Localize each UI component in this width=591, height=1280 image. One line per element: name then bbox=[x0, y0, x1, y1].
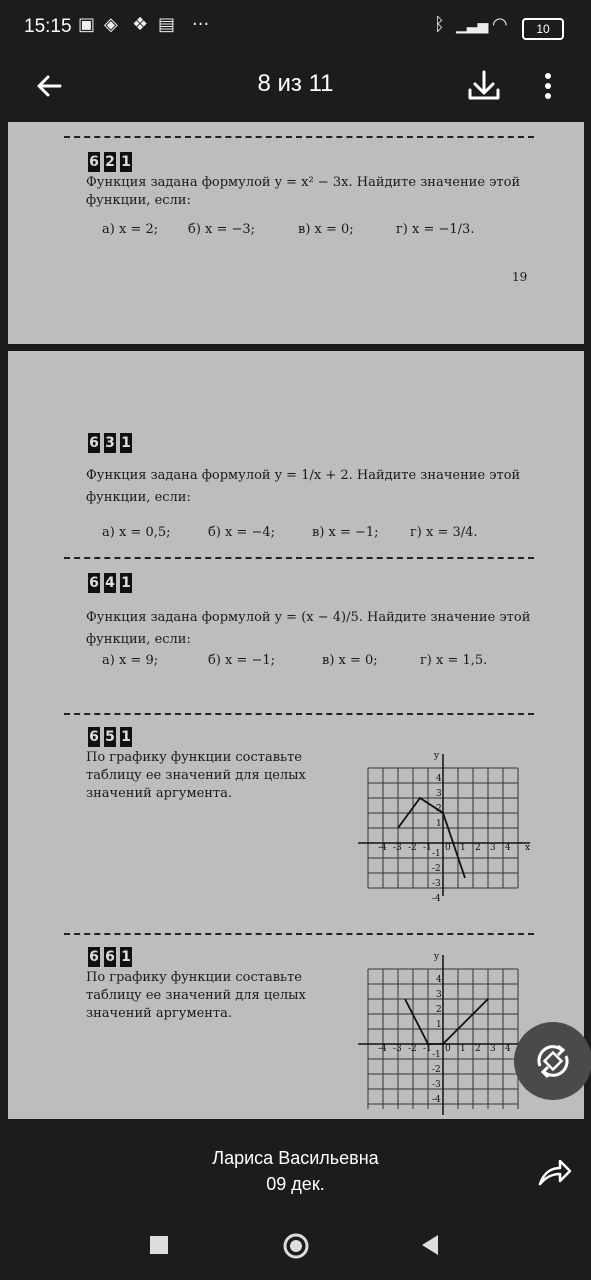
task-number: 6 6 1 bbox=[89, 949, 131, 965]
y-tick-label: 1 bbox=[436, 1020, 442, 1030]
dropbox-icon: ❖ bbox=[132, 14, 149, 35]
battery-icon: 10 bbox=[522, 18, 564, 40]
y-tick-label: -4 bbox=[432, 1095, 441, 1105]
app-bar bbox=[0, 56, 591, 120]
task-text: По графику функции составьте таблицу ее значений для целых значений аргумента. bbox=[86, 970, 306, 1021]
document-page-20 bbox=[8, 351, 584, 1119]
signal-icon: ▁▃▅ bbox=[456, 18, 489, 34]
nfc-icon: ▣ bbox=[78, 14, 96, 35]
author-name: Лариса Васильевна bbox=[212, 1148, 379, 1168]
task-number: 6 3 1 bbox=[89, 435, 131, 451]
x-tick-label: 0 bbox=[445, 843, 451, 853]
x-tick-label: 4 bbox=[505, 843, 511, 853]
function-graph-661 bbox=[348, 949, 538, 1119]
x-tick-label: 3 bbox=[490, 1044, 496, 1054]
download-icon[interactable] bbox=[462, 64, 506, 108]
x-tick-label: -2 bbox=[408, 1044, 417, 1054]
x-tick-label: 1 bbox=[460, 1044, 466, 1054]
x-tick-label: -3 bbox=[393, 1044, 402, 1054]
y-tick-label: -3 bbox=[432, 1080, 441, 1090]
share-icon[interactable] bbox=[534, 1152, 574, 1192]
dashed-divider bbox=[64, 933, 534, 935]
x-tick-label: 3 bbox=[490, 843, 496, 853]
task-number: 6 4 1 bbox=[89, 575, 131, 591]
rotate-icon bbox=[514, 1022, 591, 1100]
task-options: а) x = 0,5; б) x = −4; в) x = −1; г) x = 3/4. bbox=[102, 525, 478, 540]
y-tick-label: 1 bbox=[436, 819, 442, 829]
back-button[interactable] bbox=[418, 1232, 442, 1258]
x-tick-label: -1 bbox=[423, 843, 432, 853]
x-tick-label: -1 bbox=[423, 1044, 432, 1054]
message-info bbox=[0, 1120, 591, 1210]
system-navigation-bar bbox=[0, 1210, 591, 1280]
x-tick-label: 0 bbox=[445, 1044, 451, 1054]
status-bar bbox=[0, 0, 591, 56]
dashed-divider bbox=[64, 136, 534, 138]
page-indicator: 8 из 11 bbox=[257, 70, 334, 97]
page-number: 19 bbox=[512, 270, 528, 284]
y-axis-label: y bbox=[434, 751, 440, 761]
recent-apps-button[interactable] bbox=[148, 1234, 170, 1256]
y-tick-label: 4 bbox=[436, 975, 442, 985]
x-tick-label: -4 bbox=[378, 1044, 387, 1054]
more-options-icon[interactable] bbox=[535, 66, 561, 106]
app-icon: ▤ bbox=[158, 14, 176, 35]
status-time: 15:15 bbox=[24, 16, 72, 37]
task-number: 6 2 1 bbox=[89, 154, 131, 170]
x-tick-label: -2 bbox=[408, 843, 417, 853]
x-tick-label: -4 bbox=[378, 843, 387, 853]
task-text: Функция задана формулой y = 1/x + 2. Найдите значение этой функции, если: bbox=[86, 468, 521, 505]
y-tick-label: -4 bbox=[432, 894, 441, 904]
x-axis-label: x bbox=[525, 843, 531, 853]
task-options: а) x = 2; б) x = −3; в) x = 0; г) x = −1/3. bbox=[102, 222, 475, 237]
dashed-divider bbox=[64, 713, 534, 715]
bluetooth-icon: ᛒ bbox=[434, 14, 445, 35]
y-tick-label: 2 bbox=[436, 1005, 442, 1015]
y-tick-label: -1 bbox=[432, 849, 441, 859]
task-options: а) x = 9; б) x = −1; в) x = 0; г) x = 1,5. bbox=[102, 653, 488, 668]
task-text: По графику функции составьте таблицу ее значений для целых значений аргумента. bbox=[86, 750, 306, 801]
y-tick-label: 2 bbox=[436, 804, 442, 814]
task-text: Функция задана формулой y = x² − 3x. Найдите значение этой функции, если: bbox=[86, 175, 521, 208]
y-tick-label: -2 bbox=[432, 864, 441, 874]
x-tick-label: 2 bbox=[475, 1044, 481, 1054]
y-tick-label: -3 bbox=[432, 879, 441, 889]
x-tick-label: -3 bbox=[393, 843, 402, 853]
dashed-divider bbox=[64, 557, 534, 559]
y-tick-label: 4 bbox=[436, 774, 442, 784]
message-date: 09 дек. bbox=[266, 1174, 325, 1194]
notification-icon: ◈ bbox=[104, 14, 118, 35]
x-tick-label: 2 bbox=[475, 843, 481, 853]
rotate-screen-button[interactable] bbox=[514, 1022, 591, 1100]
x-tick-label: 1 bbox=[460, 843, 466, 853]
y-axis-label: y bbox=[434, 952, 440, 962]
y-tick-label: -2 bbox=[432, 1065, 441, 1075]
more-notifications-icon: ··· bbox=[192, 14, 210, 35]
y-tick-label: 3 bbox=[436, 789, 442, 799]
x-tick-label: 4 bbox=[505, 1044, 511, 1054]
y-tick-label: 3 bbox=[436, 990, 442, 1000]
function-graph-651 bbox=[348, 746, 538, 918]
wifi-icon: ◠ bbox=[492, 14, 508, 35]
task-number: 6 5 1 bbox=[89, 729, 131, 745]
document-page-19 bbox=[8, 122, 584, 344]
y-tick-label: -1 bbox=[432, 1050, 441, 1060]
task-text: Функция задана формулой y = (x − 4)/5. Найдите значение этой функции, если: bbox=[86, 610, 531, 647]
home-button[interactable] bbox=[281, 1231, 311, 1261]
